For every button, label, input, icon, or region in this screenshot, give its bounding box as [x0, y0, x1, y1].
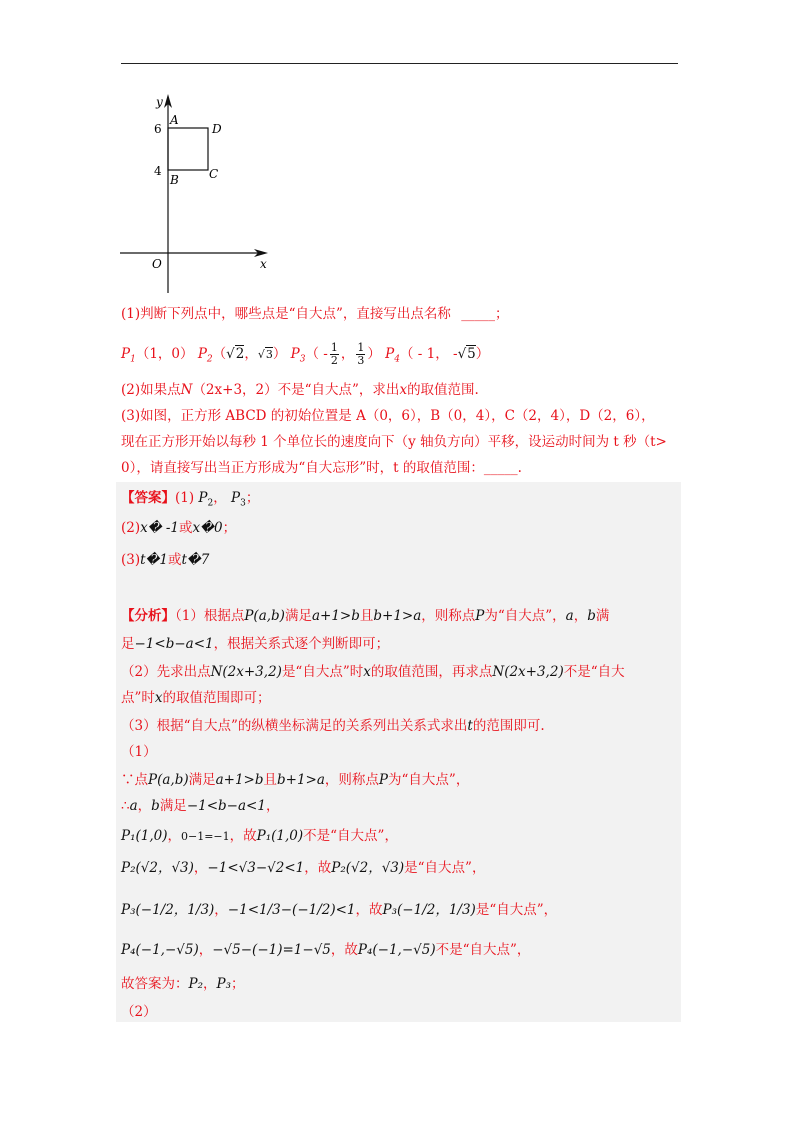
a1-end: ； — [245, 490, 260, 506]
solution-line-2 — [121, 770, 469, 790]
q1-end: ； — [494, 306, 509, 322]
analysis-l4-math: x — [154, 690, 163, 706]
solution-s2a: ∵点 — [121, 772, 148, 788]
question-3-line-1: (3)如图，正方形 ABCD 的初始位置是 A（0，6），B（0，4），C（2，4），D（2，6）， — [121, 408, 655, 424]
p3-symbol: P — [290, 346, 300, 362]
answer-label: 【答案】 — [121, 490, 175, 506]
q1-text: (1)判断下列点中，哪些点是“自大点”，直接写出点名称 — [121, 306, 451, 322]
header-rule — [121, 63, 678, 64]
p3-subscript: 3 — [299, 354, 306, 365]
solution-s7-math2: −√5−(−1)=1−√5 — [212, 942, 331, 958]
solution-line-8 — [121, 974, 245, 994]
solution-s8a: 故答案为： — [121, 976, 189, 992]
solution-s5-math1: P₂(√2，√3) — [121, 860, 194, 876]
sqrt-2: √2 — [226, 346, 245, 362]
analysis-l4a: 点”时 — [121, 690, 155, 706]
p2-comma: ， — [244, 346, 258, 362]
a2-prefix: (2) — [121, 520, 141, 536]
a1-p2-sub: 2 — [207, 498, 214, 509]
solution-s2e: 为“自大点”， — [388, 772, 470, 788]
solution-s3-math1: a — [129, 798, 138, 814]
p2-subscript: 2 — [206, 354, 213, 365]
solution-line-1: （1） — [121, 744, 157, 760]
analysis-l2a: 足 — [121, 636, 135, 652]
question-1 — [121, 304, 508, 324]
solution-s6-math3: P₃(−1/2，1/3) — [382, 902, 476, 918]
a3-math-2: t�7 — [181, 552, 210, 568]
solution-s7b: ，故 — [330, 942, 358, 958]
analysis-l3c: 的取值范围，再求点 — [370, 664, 493, 680]
p3-close: ） — [367, 346, 381, 362]
fraction-one-third: $\frac{1}{3}$ — [357, 341, 365, 367]
a3-or: 或 — [167, 552, 182, 568]
analysis-line-5 — [121, 716, 545, 736]
analysis-l1c: 且 — [359, 608, 374, 624]
point-label-b: B — [170, 173, 179, 187]
solution-s2-math3: b+1>a — [277, 772, 325, 788]
solution-s6a: ， — [214, 902, 228, 918]
fraction-one-half: $\frac{1}{2}$ — [330, 341, 338, 367]
analysis-l3-math2: x — [363, 664, 371, 680]
solution-s7-math3: P₄(−1,−√5) — [357, 942, 436, 958]
square-abcd — [168, 128, 208, 170]
p2-symbol: P — [197, 346, 207, 362]
analysis-l3b: 是“自大点”时 — [281, 664, 364, 680]
p4-symbol: P — [385, 346, 395, 362]
point-label-a: A — [170, 113, 179, 127]
analysis-l1d: ，则称点 — [421, 608, 476, 624]
a2-end: ； — [222, 520, 237, 536]
solution-s4a: ， — [167, 828, 181, 844]
analysis-l1g: 满 — [595, 608, 610, 624]
a1-prefix: (1) — [175, 490, 195, 506]
solution-s2b: 满足 — [188, 772, 216, 788]
analysis-l5b: 的范围即可. — [472, 718, 545, 734]
sqrt-5: √5 — [457, 346, 476, 362]
solution-s5-math3: P₂(√2，√3) — [331, 860, 405, 876]
solution-s4-math1: P₁(1,0) — [121, 828, 168, 844]
tick-label-4: 4 — [154, 164, 162, 178]
solution-line-7 — [121, 940, 530, 960]
solution-s4b: ，故 — [229, 828, 257, 844]
a1-p3-sub: 3 — [240, 498, 246, 509]
solution-s8c: ； — [231, 976, 245, 992]
question-3-line-2: 现在正方形开始以每秒 1 个单位长的速度向下（y 轴负方向）平移，设运动时间为 t 秒（t> — [121, 434, 667, 450]
analysis-line-3 — [121, 662, 625, 682]
solution-s3a: ∴ — [121, 798, 130, 814]
solution-s2-math2: a+1>b — [215, 772, 264, 788]
solution-s2-math1: P(a,b) — [148, 772, 189, 788]
analysis-l1b: 满足 — [284, 608, 312, 624]
solution-s6c: 是“自大点”， — [475, 902, 558, 918]
analysis-l1-math6: b — [587, 608, 596, 624]
solution-line-3 — [121, 796, 279, 816]
analysis-l1-math3: b+1>a — [373, 608, 422, 624]
q2-var-x: x — [399, 382, 408, 398]
p1-coord: （1，0） — [135, 346, 194, 362]
q2-middle: （2x+3，2）不是“自大点”，求出 — [192, 382, 400, 398]
question-3-line-3 — [121, 458, 522, 478]
solution-s3c: 满足 — [159, 798, 187, 814]
point-label-c: C — [209, 167, 219, 181]
p3-comma: ， — [340, 346, 355, 362]
solution-s5a: ， — [193, 860, 208, 876]
analysis-l1f: ， — [573, 608, 588, 624]
analysis-l3-math1: N(2x+3,2) — [210, 664, 282, 680]
solution-line-4 — [121, 826, 398, 847]
sqrt-3: √3 — [257, 348, 273, 361]
solution-s5-math2: −1<√3−√2<1 — [207, 860, 305, 876]
analysis-l2-math: −1<b−a<1 — [134, 636, 214, 652]
x-axis-label: x — [260, 257, 267, 271]
analysis-l3-math3: N(2x+3,2) — [492, 664, 564, 680]
p1-subscript: 1 — [130, 354, 136, 365]
tick-label-6: 6 — [154, 122, 162, 136]
solution-s6-math1: P₃(−1/2，1/3) — [121, 902, 215, 918]
solution-s4c: 不是“自大点”， — [303, 828, 398, 844]
a1-p2: P — [198, 490, 208, 506]
solution-s2-math4: P — [378, 772, 389, 788]
analysis-l1e: 为“自大点”， — [484, 608, 566, 624]
q3-line3-text: 0），请直接写出当正方形成为“自大忘形”时，t 的取值范围： — [121, 460, 484, 476]
solution-s3d: ， — [265, 798, 280, 814]
points-list — [121, 342, 489, 370]
y-axis-label: y — [156, 95, 163, 109]
analysis-l5a: （3）根据“自大点”的纵横坐标满足的关系列出关系式求出 — [121, 718, 468, 734]
p2-close: ） — [272, 346, 287, 362]
analysis-l1-math4: P — [475, 608, 485, 624]
analysis-line-4 — [121, 688, 271, 708]
solution-s2c: 且 — [263, 772, 278, 788]
p3-open: （ - — [305, 346, 328, 362]
q1-blank: _____ — [461, 306, 495, 322]
answer-line-2 — [121, 518, 236, 538]
p4-subscript: 4 — [394, 354, 400, 365]
q2-point-n: N — [180, 382, 193, 398]
question-2 — [121, 380, 479, 400]
analysis-l3a: （2）先求出点 — [121, 664, 211, 680]
solution-s5b: ，故 — [304, 860, 332, 876]
solution-s3b: ， — [137, 798, 152, 814]
q2-prefix: (2)如果点 — [121, 382, 181, 398]
analysis-l4b: 的取值范围即可； — [162, 690, 271, 706]
solution-s6b: ，故 — [355, 902, 383, 918]
solution-s4-math2: 0−1=−1 — [181, 830, 230, 843]
point-label-d: D — [212, 122, 222, 136]
a3-math-1: t�1 — [140, 552, 168, 568]
analysis-l1-math2: a+1>b — [311, 608, 360, 624]
q2-suffix: 的取值范围. — [407, 382, 479, 398]
analysis-l1a: （1）根据点 — [175, 608, 245, 624]
analysis-l3d: 不是“自大 — [563, 664, 625, 680]
analysis-l2b: ，根据关系式逐个判断即可； — [213, 636, 390, 652]
analysis-l5-math: t — [467, 718, 473, 734]
answer-line-1 — [121, 488, 259, 514]
solution-s8-math2: P₃ — [216, 976, 231, 992]
a3-prefix: (3) — [121, 552, 141, 568]
analysis-label: 【分析】 — [121, 608, 175, 624]
p1-symbol: P — [121, 346, 131, 362]
solution-line-6 — [121, 900, 557, 920]
solution-s3-math2: b — [151, 798, 160, 814]
solution-s8-math1: P₂ — [188, 976, 203, 992]
q3-end: . — [517, 460, 522, 476]
solution-line-5 — [121, 858, 485, 878]
solution-s6-math2: −1<1/3−(−1/2)<1 — [227, 902, 356, 918]
analysis-line-1 — [121, 606, 609, 626]
solution-s7a: ， — [198, 942, 213, 958]
answer-line-3 — [121, 550, 209, 570]
solution-s8b: ， — [203, 976, 217, 992]
a2-math-2: x�0 — [192, 520, 223, 536]
a1-sep: ， — [213, 490, 227, 506]
p4-coord: （ - 1， - — [399, 346, 458, 362]
coordinate-graph — [112, 88, 282, 298]
solution-s5c: 是“自大点”， — [404, 860, 486, 876]
solution-s2d: ，则称点 — [324, 772, 379, 788]
p2-open: （ — [212, 346, 227, 362]
solution-s7-math1: P₄(−1,−√5) — [121, 942, 199, 958]
analysis-l1-math5: a — [565, 608, 574, 624]
q3-blank: _____ — [483, 460, 518, 476]
solution-s3-math3: −1<b−a<1 — [186, 798, 266, 814]
a2-or: 或 — [179, 520, 193, 536]
p4-close: ） — [475, 346, 490, 362]
solution-line-9: （2） — [121, 1004, 157, 1020]
a2-math-1: x� -1 — [140, 520, 180, 536]
solution-s4-math3: P₁(1,0) — [256, 828, 304, 844]
analysis-line-2 — [121, 634, 389, 654]
analysis-l1-math1: P(a,b) — [244, 608, 285, 624]
a1-p3: P — [231, 490, 241, 506]
solution-s7c: 不是“自大点”， — [435, 942, 531, 958]
origin-label: O — [152, 257, 162, 271]
